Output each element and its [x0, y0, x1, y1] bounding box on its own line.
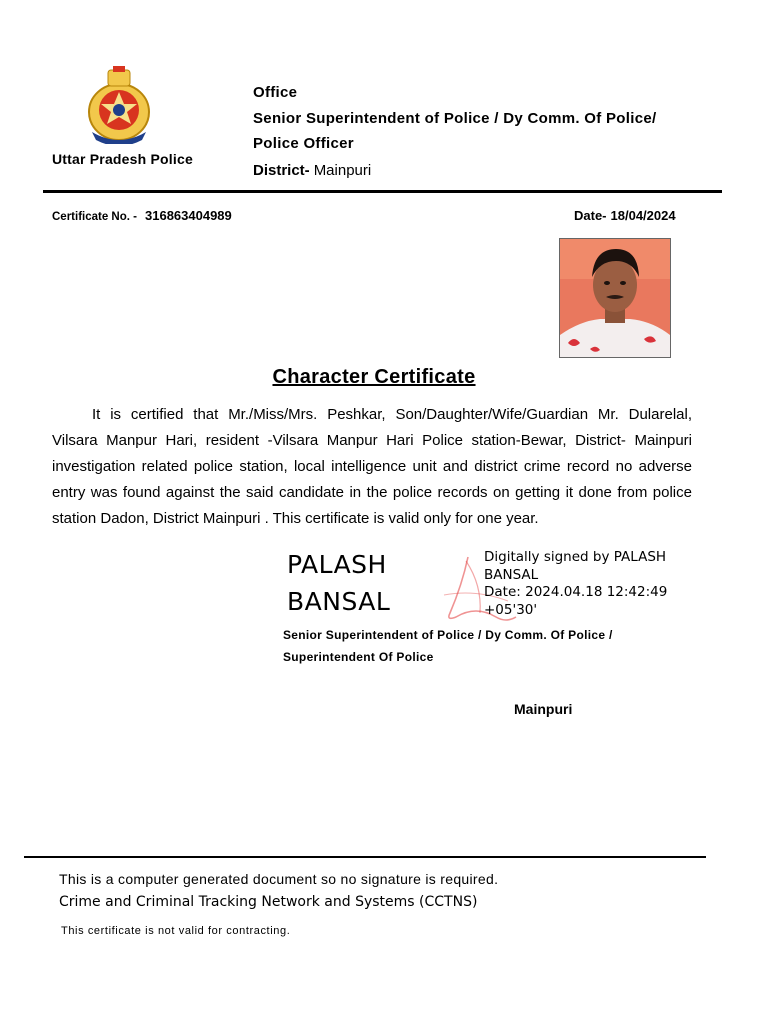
- org-name: Uttar Pradesh Police: [52, 151, 193, 167]
- footer-note-validity: This certificate is not valid for contracting.: [61, 925, 291, 937]
- office-title: Office: [253, 84, 298, 101]
- signer-place: Mainpuri: [514, 701, 573, 717]
- digital-signature-line4: +05'30': [484, 601, 538, 618]
- digital-signature-block: [484, 549, 667, 619]
- footer-note-generated: This is a computer generated document so no signature is required.: [59, 871, 499, 887]
- certificate-number: [52, 208, 232, 223]
- district-label: District-: [253, 162, 310, 179]
- date-value: 18/04/2024: [610, 208, 676, 223]
- certificate-body: [52, 402, 692, 532]
- signer-designation: [283, 624, 613, 668]
- certificate-heading: Character Certificate: [272, 366, 476, 388]
- date-label: Date-: [574, 208, 607, 223]
- district-value: Mainpuri: [313, 162, 372, 179]
- signer-name-line1: PALASH: [287, 550, 387, 579]
- signer-designation-line2: Superintendent Of Police: [283, 650, 434, 664]
- certificate-body-paragraph: It is certified that Mr./Miss/Mrs. Peshkar, Son/Daughter/Wife/Guardian Mr. Dularelal, Vilsara Manpur Hari, resident -Vilsara Manpur Hari Police station-Bewar, District- Mainpuri investigation related police station, local intelligence unit and district crime record no adverse entry was found against the said candidate in the police records on getting it done from police station Dadon, District Mainpuri . This certificate is valid only for one year.: [52, 406, 692, 527]
- office-designation-line2: Police Officer: [253, 135, 354, 152]
- header-divider: [43, 190, 722, 193]
- up-police-emblem-icon: [82, 66, 156, 144]
- digital-signature-line1: Digitally signed by PALASH: [484, 549, 667, 565]
- office-designation-line1: Senior Superintendent of Police / Dy Comm. Of Police/: [253, 110, 657, 127]
- cert-no-label: Certificate No. -: [52, 211, 137, 223]
- applicant-photo: [559, 238, 671, 358]
- signer-designation-line1: Senior Superintendent of Police / Dy Comm. Of Police /: [283, 628, 613, 642]
- district-row: [253, 162, 371, 179]
- footer-divider: [24, 856, 706, 858]
- digital-signature-line2: BANSAL: [484, 566, 539, 583]
- cert-no-value: 316863404989: [145, 208, 232, 223]
- footer-note-cctns: Crime and Criminal Tracking Network and Systems (CCTNS): [59, 894, 478, 910]
- digital-signature-line3: Date: 2024.04.18 12:42:49: [484, 584, 668, 600]
- issue-date: [574, 208, 676, 223]
- signer-name-line2: BANSAL: [287, 587, 391, 616]
